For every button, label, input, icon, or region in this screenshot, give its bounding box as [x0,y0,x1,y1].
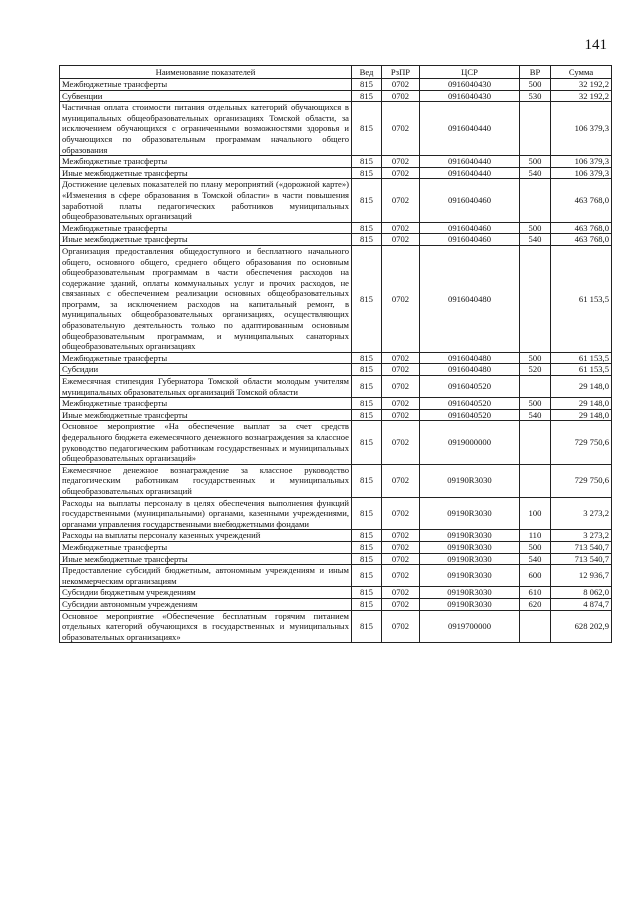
cell-vr: 540 [520,167,551,179]
cell-name: Субсидии автономным учреждениям [60,598,352,610]
header-row [60,66,612,79]
table-row [60,610,612,643]
cell-vr [520,376,551,398]
cell-sum: 463 768,0 [551,222,612,234]
cell-ved: 815 [352,90,382,102]
cell-vr: 520 [520,364,551,376]
table-header [60,66,612,79]
cell-sum: 729 750,6 [551,464,612,497]
cell-csr: 09190R3030 [420,497,520,530]
cell-vr: 100 [520,497,551,530]
table-row [60,530,612,542]
cell-rzpr: 0702 [382,421,420,464]
column-header-ved: Вед [352,66,382,79]
cell-csr: 0916040430 [420,90,520,102]
cell-name: Иные межбюджетные трансферты [60,409,352,421]
cell-sum: 29 148,0 [551,398,612,410]
column-header-rzpr: РзПР [382,66,420,79]
table-row [60,222,612,234]
cell-vr: 600 [520,565,551,587]
cell-rzpr: 0702 [382,553,420,565]
cell-rzpr: 0702 [382,234,420,246]
cell-vr [520,464,551,497]
cell-csr: 09190R3030 [420,541,520,553]
cell-ved: 815 [352,352,382,364]
cell-csr: 09190R3030 [420,565,520,587]
cell-vr: 500 [520,541,551,553]
cell-sum: 3 273,2 [551,497,612,530]
cell-rzpr: 0702 [382,90,420,102]
cell-name: Межбюджетные трансферты [60,352,352,364]
cell-vr [520,245,551,352]
cell-name: Иные межбюджетные трансферты [60,234,352,246]
cell-ved: 815 [352,222,382,234]
table-row [60,179,612,222]
cell-sum: 61 153,5 [551,245,612,352]
cell-sum: 729 750,6 [551,421,612,464]
cell-name: Организация предоставления общедоступного и бесплатного начального общего, основного общего, среднего общего образования по основным общеобразовательным программам в части обеспечения расходов на содержание зданий, оплаты коммунальных услуг и прочих расходов, не связанных с обеспечением реализации основных общеобразовательных программ, за исключением расходов на капитальный ремонт, в муниципальных общеобразовательных организациях, осуществляющих образовательную деятельность только по адаптированным основным общеобразовательным программам, и муниципальных санаторных общеобразовательных организациях [60,245,352,352]
cell-csr: 0916040480 [420,352,520,364]
cell-name: Расходы на выплаты персоналу казенных учреждений [60,530,352,542]
cell-name: Предоставление субсидий бюджетным, автономным учреждениям и иным некоммерческим организациям [60,565,352,587]
cell-vr: 500 [520,352,551,364]
cell-ved: 815 [352,541,382,553]
cell-ved: 815 [352,610,382,643]
cell-name: Межбюджетные трансферты [60,156,352,168]
cell-csr: 0916040460 [420,234,520,246]
table-row [60,409,612,421]
cell-rzpr: 0702 [382,398,420,410]
cell-ved: 815 [352,409,382,421]
cell-vr: 110 [520,530,551,542]
cell-rzpr: 0702 [382,167,420,179]
cell-csr: 0916040440 [420,167,520,179]
table-row [60,421,612,464]
cell-vr: 500 [520,156,551,168]
cell-vr [520,421,551,464]
cell-sum: 628 202,9 [551,610,612,643]
cell-name: Расходы на выплаты персоналу в целях обеспечения выполнения функций государственными (муниципальными) органами, казенными учреждениями, органами управления государственными внебюджетными фондами [60,497,352,530]
cell-vr [520,179,551,222]
cell-rzpr: 0702 [382,102,420,156]
cell-rzpr: 0702 [382,179,420,222]
cell-sum: 32 192,2 [551,90,612,102]
table-row [60,565,612,587]
cell-sum: 463 768,0 [551,179,612,222]
cell-name: Основное мероприятие «На обеспечение выплат за счет средств федерального бюджета ежемесячного денежного вознаграждения за классное руководство педагогическим работникам государственных и муниципальных общеобразовательных организаций» [60,421,352,464]
cell-csr: 0916040520 [420,409,520,421]
cell-sum: 12 936,7 [551,565,612,587]
cell-ved: 815 [352,167,382,179]
cell-sum: 106 379,3 [551,102,612,156]
table-row [60,79,612,91]
cell-vr [520,102,551,156]
cell-rzpr: 0702 [382,541,420,553]
cell-ved: 815 [352,565,382,587]
cell-csr: 09190R3030 [420,598,520,610]
cell-ved: 815 [352,179,382,222]
table-row [60,464,612,497]
cell-vr: 500 [520,79,551,91]
table-row [60,352,612,364]
cell-rzpr: 0702 [382,610,420,643]
cell-name: Субсидии [60,364,352,376]
cell-name: Субсидии бюджетным учреждениям [60,587,352,599]
column-header-vr: ВР [520,66,551,79]
cell-csr: 09190R3030 [420,587,520,599]
cell-sum: 713 540,7 [551,553,612,565]
cell-vr: 500 [520,222,551,234]
cell-ved: 815 [352,376,382,398]
column-header-sum: Сумма [551,66,612,79]
cell-rzpr: 0702 [382,79,420,91]
cell-ved: 815 [352,245,382,352]
cell-sum: 463 768,0 [551,234,612,246]
table-row [60,245,612,352]
cell-csr: 09190R3030 [420,553,520,565]
cell-rzpr: 0702 [382,376,420,398]
cell-sum: 61 153,5 [551,352,612,364]
cell-ved: 815 [352,421,382,464]
table-row [60,398,612,410]
cell-sum: 106 379,3 [551,156,612,168]
cell-name: Достижение целевых показателей по плану мероприятий («дорожной карте») «Изменения в сфере образования в Томской области» в части повышения заработной платы педагогических работников муниципальных общеобразовательных организаций [60,179,352,222]
cell-ved: 815 [352,156,382,168]
cell-csr: 09190R3030 [420,464,520,497]
cell-rzpr: 0702 [382,530,420,542]
cell-vr: 610 [520,587,551,599]
cell-sum: 61 153,5 [551,364,612,376]
cell-rzpr: 0702 [382,587,420,599]
table-row [60,376,612,398]
cell-ved: 815 [352,464,382,497]
cell-ved: 815 [352,364,382,376]
cell-ved: 815 [352,587,382,599]
cell-csr: 0916040430 [420,79,520,91]
cell-vr: 540 [520,409,551,421]
cell-sum: 29 148,0 [551,376,612,398]
cell-csr: 0916040440 [420,102,520,156]
cell-ved: 815 [352,530,382,542]
cell-sum: 713 540,7 [551,541,612,553]
table-row [60,598,612,610]
cell-csr: 0916040480 [420,245,520,352]
table-row [60,541,612,553]
cell-ved: 815 [352,398,382,410]
table-row [60,553,612,565]
cell-name: Субвенции [60,90,352,102]
cell-name: Ежемесячная стипендия Губернатора Томской области молодым учителям муниципальных образовательных организаций Томской области [60,376,352,398]
cell-rzpr: 0702 [382,409,420,421]
cell-sum: 4 874,7 [551,598,612,610]
cell-vr: 500 [520,398,551,410]
cell-csr: 0919000000 [420,421,520,464]
cell-csr: 0916040480 [420,364,520,376]
cell-vr: 530 [520,90,551,102]
cell-name: Межбюджетные трансферты [60,398,352,410]
cell-rzpr: 0702 [382,156,420,168]
column-header-csr: ЦСР [420,66,520,79]
cell-csr: 0919700000 [420,610,520,643]
cell-csr: 0916040460 [420,179,520,222]
table-row [60,587,612,599]
cell-name: Иные межбюджетные трансферты [60,167,352,179]
cell-sum: 3 273,2 [551,530,612,542]
cell-rzpr: 0702 [382,565,420,587]
table-row [60,234,612,246]
cell-rzpr: 0702 [382,364,420,376]
cell-vr: 620 [520,598,551,610]
budget-table [59,65,612,643]
cell-name: Межбюджетные трансферты [60,79,352,91]
cell-csr: 0916040520 [420,376,520,398]
cell-name: Основное мероприятие «Обеспечение бесплатным горячим питанием отдельных категорий обучающихся в государственных и муниципальных образовательных организациях» [60,610,352,643]
cell-rzpr: 0702 [382,245,420,352]
cell-ved: 815 [352,234,382,246]
cell-sum: 106 379,3 [551,167,612,179]
cell-name: Межбюджетные трансферты [60,541,352,553]
cell-rzpr: 0702 [382,352,420,364]
cell-sum: 8 062,0 [551,587,612,599]
table-body [60,79,612,643]
cell-vr [520,610,551,643]
cell-name: Межбюджетные трансферты [60,222,352,234]
cell-name: Ежемесячное денежное вознаграждение за классное руководство педагогическим работникам государственных и муниципальных общеобразовательных организаций [60,464,352,497]
table-row [60,364,612,376]
cell-csr: 0916040460 [420,222,520,234]
cell-csr: 0916040440 [420,156,520,168]
cell-sum: 29 148,0 [551,409,612,421]
table-row [60,90,612,102]
cell-name: Частичная оплата стоимости питания отдельных категорий обучающихся в муниципальных общеобразовательных организациях Томской области, за исключением обучающихся с ограниченными возможностями здоровья и обучающихся по образовательным программам начального общего образования [60,102,352,156]
table-row [60,102,612,156]
cell-ved: 815 [352,102,382,156]
column-header-name: Наименование показателей [60,66,352,79]
page-number: 141 [584,37,607,53]
cell-ved: 815 [352,553,382,565]
cell-csr: 0916040520 [420,398,520,410]
table-row [60,156,612,168]
cell-csr: 09190R3030 [420,530,520,542]
cell-name: Иные межбюджетные трансферты [60,553,352,565]
cell-ved: 815 [352,79,382,91]
table-row [60,497,612,530]
cell-vr: 540 [520,234,551,246]
cell-rzpr: 0702 [382,222,420,234]
cell-vr: 540 [520,553,551,565]
cell-rzpr: 0702 [382,464,420,497]
cell-ved: 815 [352,598,382,610]
cell-rzpr: 0702 [382,598,420,610]
cell-rzpr: 0702 [382,497,420,530]
table-row [60,167,612,179]
cell-ved: 815 [352,497,382,530]
cell-sum: 32 192,2 [551,79,612,91]
